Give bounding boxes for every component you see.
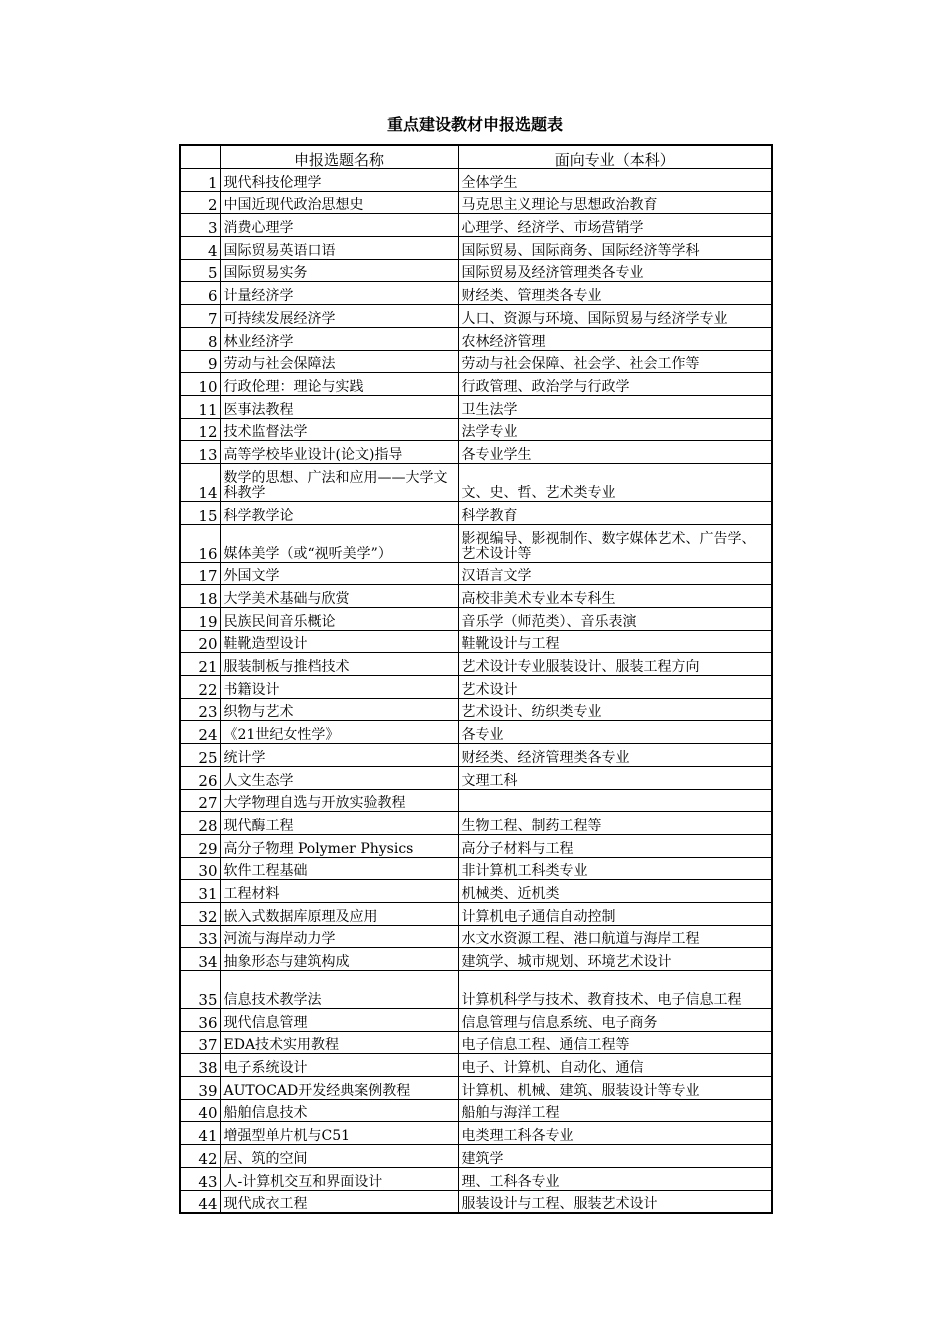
table-row (180, 1054, 772, 1077)
row-number: 28 (180, 812, 220, 835)
table-row (180, 630, 772, 653)
row-major: 机械类、近机类 (458, 880, 772, 903)
row-topic: 国际贸易英语口语 (220, 237, 458, 260)
row-topic: 统计学 (220, 744, 458, 767)
row-major: 高分子材料与工程 (458, 834, 772, 857)
table-row (180, 350, 772, 373)
table-header-row (180, 145, 772, 169)
row-topic: 服装制板与推档技术 (220, 653, 458, 676)
table-row (180, 971, 772, 1009)
row-number: 19 (180, 608, 220, 631)
row-topic: 民族民间音乐概论 (220, 608, 458, 631)
table-row (180, 902, 772, 925)
row-topic: 可持续发展经济学 (220, 305, 458, 328)
page-title: 重点建设教材申报选题表 (386, 115, 563, 134)
row-major: 服装设计与工程、服装艺术设计 (458, 1190, 772, 1213)
table-row (180, 214, 772, 237)
table-body (180, 169, 772, 1213)
row-number: 27 (180, 789, 220, 812)
row-major: 非计算机工科类专业 (458, 857, 772, 880)
table-row (180, 395, 772, 418)
row-topic: 劳动与社会保障法 (220, 350, 458, 373)
table-row (180, 501, 772, 524)
row-major: 船舶与海洋工程 (458, 1099, 772, 1122)
row-major: 建筑学、城市规划、环境艺术设计 (458, 948, 772, 971)
row-major: 文理工科 (458, 766, 772, 789)
table-row (180, 1031, 772, 1054)
row-major: 财经类、经济管理类各专业 (458, 744, 772, 767)
row-topic: 中国近现代政治思想史 (220, 191, 458, 214)
row-major: 艺术设计专业服装设计、服装工程方向 (458, 653, 772, 676)
row-topic: 计量经济学 (220, 282, 458, 305)
row-major: 全体学生 (458, 169, 772, 192)
row-topic: 鞋靴造型设计 (220, 630, 458, 653)
row-major: 信息管理与信息系统、电子商务 (458, 1009, 772, 1032)
row-number: 18 (180, 585, 220, 608)
table-row (180, 524, 772, 562)
row-topic: 媒体美学（或“视听美学”） (220, 524, 458, 562)
table-row (180, 1190, 772, 1213)
row-major: 建筑学 (458, 1145, 772, 1168)
row-topic: 大学物理自选与开放实验教程 (220, 789, 458, 812)
row-major: 各专业学生 (458, 441, 772, 464)
row-major: 理、工科各专业 (458, 1167, 772, 1190)
header-major: 面向专业（本科） (458, 145, 772, 169)
row-number: 34 (180, 948, 220, 971)
row-number: 31 (180, 880, 220, 903)
table-row (180, 676, 772, 699)
row-number: 2 (180, 191, 220, 214)
row-number: 29 (180, 834, 220, 857)
row-topic: 现代信息管理 (220, 1009, 458, 1032)
row-number: 16 (180, 524, 220, 562)
row-number: 38 (180, 1054, 220, 1077)
row-topic: 现代成衣工程 (220, 1190, 458, 1213)
row-number: 43 (180, 1167, 220, 1190)
row-major: 汉语言文学 (458, 562, 772, 585)
row-number: 21 (180, 653, 220, 676)
table-row (180, 698, 772, 721)
row-major: 电子信息工程、通信工程等 (458, 1031, 772, 1054)
table-row (180, 812, 772, 835)
row-major: 电类理工科各专业 (458, 1122, 772, 1145)
row-topic: 现代科技伦理学 (220, 169, 458, 192)
row-topic: 船舶信息技术 (220, 1099, 458, 1122)
row-number: 3 (180, 214, 220, 237)
row-major: 马克思主义理论与思想政治教育 (458, 191, 772, 214)
table-row (180, 1099, 772, 1122)
row-number: 37 (180, 1031, 220, 1054)
row-number: 41 (180, 1122, 220, 1145)
row-number: 30 (180, 857, 220, 880)
row-number: 26 (180, 766, 220, 789)
row-number: 24 (180, 721, 220, 744)
row-topic: 高等学校毕业设计(论文)指导 (220, 441, 458, 464)
table-row (180, 880, 772, 903)
row-number: 9 (180, 350, 220, 373)
row-topic: 外国文学 (220, 562, 458, 585)
row-number: 12 (180, 418, 220, 441)
row-major: 生物工程、制药工程等 (458, 812, 772, 835)
row-topic: 高分子物理 Polymer Physics (220, 834, 458, 857)
row-topic: 居、筑的空间 (220, 1145, 458, 1168)
row-topic: 抽象形态与建筑构成 (220, 948, 458, 971)
table-row (180, 948, 772, 971)
row-topic: 人-计算机交互和界面设计 (220, 1167, 458, 1190)
row-number: 23 (180, 698, 220, 721)
table-row (180, 237, 772, 260)
row-number: 13 (180, 441, 220, 464)
row-major: 鞋靴设计与工程 (458, 630, 772, 653)
row-major: 计算机电子通信自动控制 (458, 902, 772, 925)
row-number: 7 (180, 305, 220, 328)
row-number: 39 (180, 1077, 220, 1100)
row-topic: 现代酶工程 (220, 812, 458, 835)
row-major: 高校非美术专业本专科生 (458, 585, 772, 608)
row-number: 1 (180, 169, 220, 192)
table-row (180, 789, 772, 812)
table-row (180, 834, 772, 857)
row-topic: 《21世纪女性学》 (220, 721, 458, 744)
table-row (180, 169, 772, 192)
table-row (180, 441, 772, 464)
row-major: 各专业 (458, 721, 772, 744)
table-row (180, 463, 772, 501)
table-row (180, 1167, 772, 1190)
row-major: 计算机科学与技术、教育技术、电子信息工程 (458, 971, 772, 1009)
table-row (180, 305, 772, 328)
row-topic: AUTOCAD开发经典案例教程 (220, 1077, 458, 1100)
row-number: 11 (180, 395, 220, 418)
table-row (180, 857, 772, 880)
row-number: 42 (180, 1145, 220, 1168)
table-row (180, 562, 772, 585)
row-topic: 国际贸易实务 (220, 259, 458, 282)
row-number: 40 (180, 1099, 220, 1122)
table-row (180, 585, 772, 608)
row-topic: 河流与海岸动力学 (220, 925, 458, 948)
row-major: 国际贸易及经济管理类各专业 (458, 259, 772, 282)
row-number: 35 (180, 971, 220, 1009)
row-number: 8 (180, 327, 220, 350)
row-topic: 织物与艺术 (220, 698, 458, 721)
row-topic: 行政伦理：理论与实践 (220, 373, 458, 396)
row-major (458, 789, 772, 812)
row-number: 32 (180, 902, 220, 925)
row-topic: 医事法教程 (220, 395, 458, 418)
row-number: 5 (180, 259, 220, 282)
row-major: 人口、资源与环境、国际贸易与经济学专业 (458, 305, 772, 328)
row-major: 法学专业 (458, 418, 772, 441)
table-row (180, 191, 772, 214)
row-major: 卫生法学 (458, 395, 772, 418)
row-number: 15 (180, 501, 220, 524)
row-number: 33 (180, 925, 220, 948)
row-topic: 软件工程基础 (220, 857, 458, 880)
header-topic: 申报选题名称 (220, 145, 458, 169)
header-index (180, 145, 220, 169)
row-major: 国际贸易、国际商务、国际经济等学科 (458, 237, 772, 260)
row-major: 音乐学（师范类）、音乐表演 (458, 608, 772, 631)
table-row (180, 1145, 772, 1168)
table-row (180, 1122, 772, 1145)
row-major: 艺术设计 (458, 676, 772, 699)
row-major: 心理学、经济学、市场营销学 (458, 214, 772, 237)
row-topic: 大学美术基础与欣赏 (220, 585, 458, 608)
row-topic: 消费心理学 (220, 214, 458, 237)
table-row (180, 608, 772, 631)
row-number: 20 (180, 630, 220, 653)
row-major: 计算机、机械、建筑、服装设计等专业 (458, 1077, 772, 1100)
row-major: 财经类、管理类各专业 (458, 282, 772, 305)
table-row (180, 282, 772, 305)
table-row (180, 653, 772, 676)
row-topic: 增强型单片机与C51 (220, 1122, 458, 1145)
row-topic: 电子系统设计 (220, 1054, 458, 1077)
row-major: 水文水资源工程、港口航道与海岸工程 (458, 925, 772, 948)
row-number: 17 (180, 562, 220, 585)
table-row (180, 327, 772, 350)
row-topic: 数学的思想、广法和应用——大学文科教学 (220, 463, 458, 501)
row-major: 农林经济管理 (458, 327, 772, 350)
row-topic: 书籍设计 (220, 676, 458, 699)
row-number: 6 (180, 282, 220, 305)
table-row (180, 418, 772, 441)
table-row (180, 744, 772, 767)
table-row (180, 1077, 772, 1100)
table-row (180, 1009, 772, 1032)
row-topic: 技术监督法学 (220, 418, 458, 441)
table-row (180, 925, 772, 948)
row-topic: 林业经济学 (220, 327, 458, 350)
row-major: 影视编导、影视制作、数字媒体艺术、广告学、艺术设计等 (458, 524, 772, 562)
row-major: 科学教育 (458, 501, 772, 524)
row-number: 10 (180, 373, 220, 396)
topics-table (179, 144, 773, 1214)
row-number: 44 (180, 1190, 220, 1213)
row-major: 劳动与社会保障、社会学、社会工作等 (458, 350, 772, 373)
row-topic: 科学教学论 (220, 501, 458, 524)
table-row (180, 259, 772, 282)
row-major: 行政管理、政治学与行政学 (458, 373, 772, 396)
row-number: 22 (180, 676, 220, 699)
row-major: 艺术设计、纺织类专业 (458, 698, 772, 721)
row-topic: 工程材料 (220, 880, 458, 903)
row-topic: EDA技术实用教程 (220, 1031, 458, 1054)
row-topic: 人文生态学 (220, 766, 458, 789)
row-major: 文、史、哲、艺术类专业 (458, 463, 772, 501)
table-row (180, 721, 772, 744)
table-row (180, 766, 772, 789)
row-number: 14 (180, 463, 220, 501)
row-number: 4 (180, 237, 220, 260)
row-number: 36 (180, 1009, 220, 1032)
table-row (180, 373, 772, 396)
row-major: 电子、计算机、自动化、通信 (458, 1054, 772, 1077)
row-topic: 嵌入式数据库原理及应用 (220, 902, 458, 925)
row-number: 25 (180, 744, 220, 767)
row-topic: 信息技术教学法 (220, 971, 458, 1009)
